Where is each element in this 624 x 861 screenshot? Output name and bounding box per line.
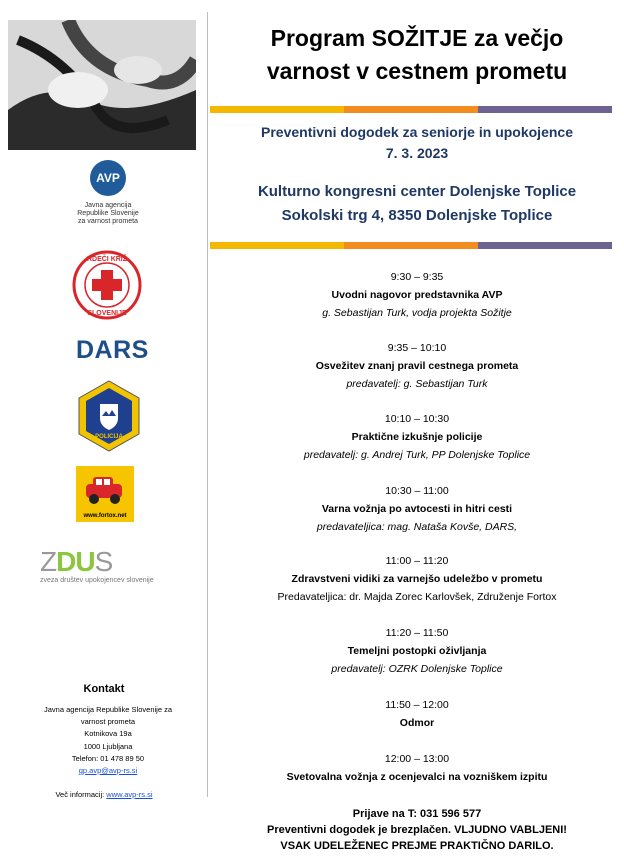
event-date: 7. 3. 2023	[385, 145, 449, 161]
agenda-item	[210, 482, 624, 536]
footer-line: Preventivni dogodek je brezplačen. VLJUDNO VABLJENI!	[267, 824, 567, 836]
agenda-title: Zdravstveni vidiki za varnejšo udeležbo v prometu	[291, 573, 543, 585]
zdus-s: S	[94, 546, 113, 577]
policija-text: POLICIJA	[95, 434, 123, 440]
kontakt-line: Kotnikova 19a	[84, 729, 132, 739]
more-info-link[interactable]: www.avp-rs.si	[106, 790, 153, 799]
avp-logo-line: Javna agencija	[84, 202, 132, 209]
sidebar	[0, 0, 208, 861]
event-type: Preventivni dogodek za seniorje in upokojence	[261, 124, 573, 140]
agenda-item	[210, 410, 624, 464]
zdus-logo-mark	[40, 548, 208, 576]
agenda-presenter: predavatelj: g. Andrej Turk, PP Dolenjske Toplice	[303, 449, 531, 461]
registration-info	[210, 806, 624, 854]
more-info-label: Več informacij:	[55, 790, 107, 799]
agenda-title: Svetovalna vožnja z ocenjevalci na vozniškem izpitu	[286, 771, 548, 783]
bar-segment-orange	[344, 106, 478, 113]
red-cross-logo	[72, 250, 142, 320]
hands-photo	[8, 20, 196, 150]
agenda-time: 9:35 – 10:10	[387, 342, 447, 354]
agenda-item	[210, 750, 624, 786]
car-icon	[76, 466, 134, 510]
red-cross-top-text: RDEČI KRIŽ	[86, 256, 128, 263]
footer-line: Prijave na T: 031 596 577	[352, 808, 482, 820]
agenda-item	[210, 696, 624, 732]
color-bar-bottom	[210, 242, 612, 249]
page-title	[210, 22, 624, 88]
avp-logo-line: Republike Slovenije	[77, 210, 139, 217]
agenda-presenter: predavateljica: mag. Nataša Kovše, DARS,	[316, 521, 518, 533]
kontakt-title: Kontakt	[83, 683, 125, 695]
kontakt-line: 1000 Ljubljana	[83, 741, 133, 751]
zdus-logo	[40, 548, 208, 584]
fortox-url: www.fortox.net	[83, 513, 127, 519]
kontakt-email-link[interactable]: gp.avp@avp-rs.si	[78, 766, 138, 776]
agenda-presenter: predavatelj: OZRK Dolenjske Toplice	[331, 663, 503, 675]
agenda-item	[210, 624, 624, 678]
dars-logo: DARS	[76, 336, 149, 364]
event-subtitle	[210, 122, 624, 164]
zdus-z: Z	[40, 546, 57, 577]
agenda-presenter: g. Sebastijan Turk, vodja projekta Sožitje	[322, 307, 512, 319]
agenda-time: 11:50 – 12:00	[385, 699, 449, 711]
kontakt-block	[20, 704, 196, 777]
agenda-item	[210, 552, 624, 606]
agenda-title: Temeljni postopki oživljanja	[347, 645, 487, 657]
bar-segment-purple	[478, 242, 612, 249]
agenda-time: 10:10 – 10:30	[384, 413, 450, 425]
red-cross-bottom-text: SLOVENIJE	[87, 310, 127, 317]
title-line: Program SOŽITJE za večjo	[270, 25, 564, 51]
avp-logo-circle: AVP	[90, 160, 126, 196]
agenda-time: 9:30 – 9:35	[390, 271, 444, 283]
zdus-logo-subtitle: zveza društev upokojencev slovenije	[40, 577, 154, 584]
sidebar-divider	[207, 12, 208, 797]
agenda-time: 10:30 – 11:00	[385, 485, 449, 497]
agenda-title: Osvežitev znanj pravil cestnega prometa	[315, 360, 519, 372]
agenda-time: 11:20 – 11:50	[385, 627, 449, 639]
policija-badge	[78, 380, 140, 452]
agenda-title: Odmor	[399, 717, 435, 729]
more-info	[0, 790, 208, 799]
footer-line: VSAK UDELEŽENEC PREJME PRAKTIČNO DARILO.	[280, 840, 554, 852]
kontakt-line: Telefon: 01 478 89 50	[71, 753, 145, 763]
event-address: Sokolski trg 4, 8350 Dolenjske Toplice	[281, 207, 553, 224]
event-location	[210, 180, 624, 228]
agenda-presenter: predavatelj: g. Sebastijan Turk	[346, 378, 488, 390]
fortox-logo	[76, 466, 134, 522]
agenda-presenter: Predavateljica: dr. Majda Zorec Karlovšek, Združenje Fortox	[277, 591, 557, 603]
agenda-title: Praktične izkušnje policije	[351, 431, 483, 443]
agenda-item	[210, 339, 624, 393]
bar-segment-purple	[478, 106, 612, 113]
kontakt-line: Javna agencija Republike Slovenije za	[44, 705, 172, 714]
bar-segment-orange	[344, 242, 478, 249]
avp-logo-text	[60, 202, 156, 226]
agenda-title: Uvodni nagovor predstavnika AVP	[331, 289, 503, 301]
bar-segment-yellow	[210, 106, 344, 113]
event-venue: Kulturno kongresni center Dolenjske Toplice	[257, 183, 577, 200]
zdus-du: DU	[56, 546, 95, 577]
kontakt-line: varnost prometa	[80, 717, 136, 727]
agenda-time: 12:00 – 13:00	[384, 753, 450, 765]
agenda-time: 11:00 – 11:20	[385, 555, 449, 567]
avp-logo-line: za varnost prometa	[78, 218, 138, 225]
agenda-title: Varna vožnja po avtocesti in hitri cesti	[321, 503, 513, 515]
agenda-item	[210, 268, 624, 322]
title-line: varnost v cestnem prometu	[266, 58, 568, 84]
avp-logo	[60, 160, 156, 226]
color-bar-top	[210, 106, 612, 113]
bar-segment-yellow	[210, 242, 344, 249]
